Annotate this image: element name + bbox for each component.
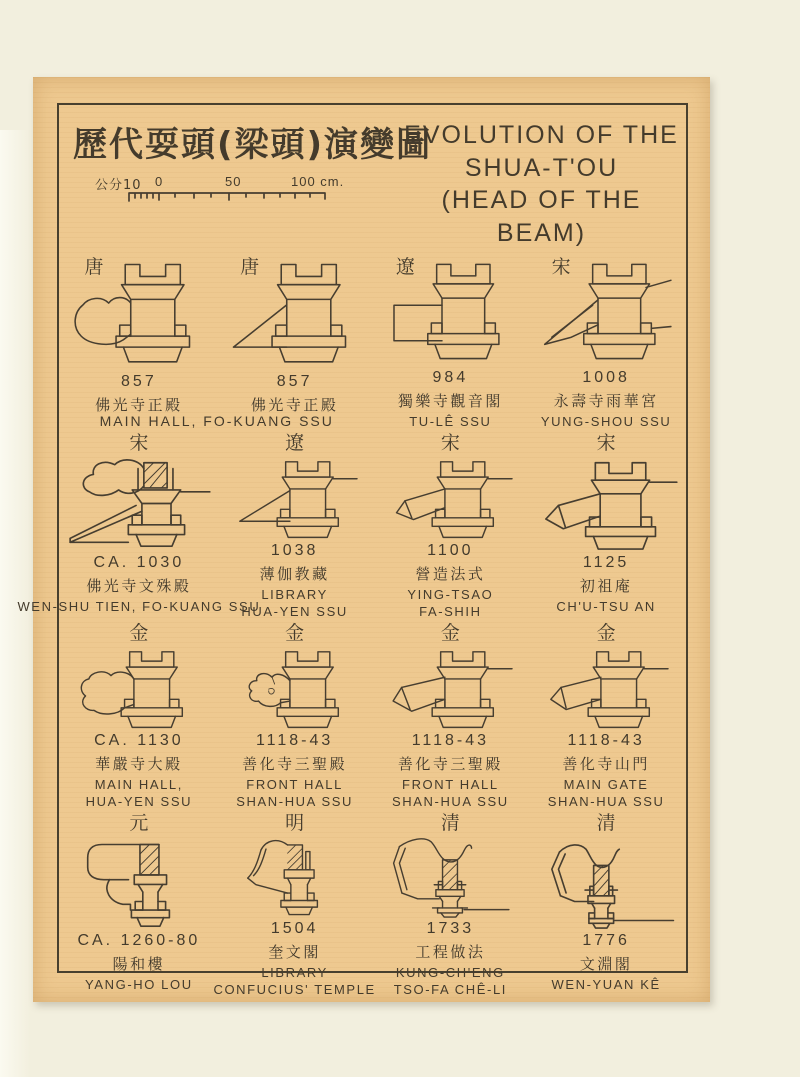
dynasty-label: 宋 <box>129 432 149 454</box>
beam-head-drawing <box>222 455 368 540</box>
dynasty-label: 金 <box>129 622 149 644</box>
figure-cell <box>217 621 373 811</box>
figure-name-zh: 佛光寺文殊殿 <box>86 577 192 595</box>
figure-name-zh: 營造法式 <box>415 564 486 583</box>
dynasty-label: 金 <box>596 622 616 644</box>
figure-name-zh: 薄伽教藏 <box>259 564 330 583</box>
beam-head-drawing <box>533 645 679 730</box>
shared-caption-fo-kuang: MAIN HALL, FO-KUANG SSU <box>99 413 334 429</box>
figure-cell <box>61 621 217 811</box>
plate-title-zh: 歷代耍頭(梁頭)演變圖 <box>73 125 433 165</box>
dynasty-label: 金 <box>440 622 460 644</box>
dynasty-label: 遼 <box>395 256 415 278</box>
beam-head-drawing <box>377 455 523 540</box>
figure-date: 857 <box>276 373 313 390</box>
dynasty-label: 元 <box>129 812 149 834</box>
title-en-line2: SHUA-T'OU <box>464 153 619 182</box>
figure-cell <box>528 621 684 811</box>
figure-cell <box>528 811 684 999</box>
beam-head-drawing <box>377 835 523 918</box>
figure-name-zh: 文淵閣 <box>579 955 633 973</box>
figure-name-en: LIBRARY HUA-YEN SSU <box>241 586 348 620</box>
figure-date: 1504 <box>270 919 319 937</box>
figure-date: 1733 <box>426 919 475 937</box>
figure-name-en: LIBRARY CONFUCIUS' TEMPLE <box>213 964 376 998</box>
figure-cell <box>217 431 373 621</box>
figure-cell <box>373 253 529 431</box>
figure-date: 1118-43 <box>255 731 334 749</box>
beam-head-drawing <box>66 645 212 730</box>
dynasty-label: 宋 <box>440 432 460 454</box>
beam-head-drawing <box>66 835 212 930</box>
figure-name-zh: 初祖庵 <box>579 577 633 595</box>
dynasty-label: 唐 <box>84 256 104 278</box>
dynasty-label: 清 <box>596 812 616 834</box>
figure-grid-row-4 <box>61 811 684 999</box>
plate-header <box>73 117 680 249</box>
dynasty-label: 宋 <box>596 432 616 454</box>
figure-date: 1038 <box>270 541 319 559</box>
figure-grid <box>17 253 684 999</box>
figure-cell <box>528 431 684 621</box>
figure-cell <box>528 253 684 431</box>
dynasty-label: 遼 <box>285 432 305 454</box>
beam-head-drawing <box>66 455 212 552</box>
scale-label-hundred: 100 cm. <box>291 174 345 189</box>
figure-grid-row-2 <box>17 431 684 621</box>
figure-name-zh: 善化寺三聖殿 <box>397 754 503 773</box>
beam-head-drawing <box>533 455 679 552</box>
figure-grid-row-1 <box>61 253 684 431</box>
dynasty-label: 清 <box>440 812 460 834</box>
figure-date: CA. 1030 <box>93 554 185 571</box>
figure-name-zh: 奎文閣 <box>268 942 321 961</box>
figure-name-en: FRONT HALL SHAN-HUA SSU <box>392 776 509 810</box>
figure-cell <box>217 253 373 431</box>
figure-name-en: WEN-YUAN KÊ <box>551 977 661 992</box>
figure-date: 1125 <box>582 554 630 571</box>
title-en-line1: EVOLUTION OF THE <box>404 121 679 149</box>
figure-date: 857 <box>121 373 157 390</box>
figure-cell <box>213 811 376 999</box>
figure-name-zh: 佛光寺正殿 <box>250 396 339 414</box>
dynasty-label: 明 <box>285 812 305 834</box>
figure-cell <box>61 811 217 999</box>
plate-title-en <box>403 119 680 249</box>
beam-head-drawing <box>377 645 523 730</box>
figure-cell <box>61 253 217 431</box>
figure-date: 1008 <box>582 369 630 387</box>
figure-name-zh: 工程做法 <box>415 942 486 961</box>
dynasty-label: 宋 <box>551 256 571 278</box>
figure-date: CA. 1260-80 <box>77 932 201 949</box>
dynasty-label: 金 <box>285 622 305 644</box>
title-en-line3: (HEAD OF THE BEAM) <box>441 186 642 247</box>
figure-name-zh: 佛光寺正殿 <box>95 396 183 414</box>
figure-cell <box>17 431 261 621</box>
dynasty-label: 唐 <box>240 256 260 278</box>
figure-date: 1776 <box>582 932 630 949</box>
figure-date: 1118-43 <box>411 731 490 749</box>
figure-date: 1118-43 <box>567 731 645 749</box>
scan-paper <box>17 77 710 1002</box>
figure-name-zh: 永壽寺雨華宮 <box>553 392 659 411</box>
scale-bar <box>95 174 345 208</box>
figure-name-en: MAIN GATE SHAN-HUA SSU <box>547 776 665 810</box>
plate-frame <box>17 103 688 998</box>
figure-date: CA. 1130 <box>94 731 184 749</box>
beam-head-drawing <box>222 645 368 730</box>
figure-name-en: CH'U-TSU AN <box>556 599 656 614</box>
beam-head-drawing <box>222 835 368 918</box>
figure-name-en: KUNG-CH'ENG TSO-FA CHÊ-LI <box>393 964 507 998</box>
figure-name-en: FRONT HALL SHAN-HUA SSU <box>236 776 353 810</box>
figure-name-en: WEN-SHU TIEN, FO-KUANG SSU <box>17 599 261 614</box>
header-left <box>73 117 433 249</box>
scale-label-fifty: 50 <box>225 174 242 189</box>
figure-cell <box>373 811 529 999</box>
figure-cell <box>373 431 529 621</box>
figure-name-zh: 善化寺山門 <box>562 754 650 773</box>
figure-date: 984 <box>432 369 469 387</box>
plate-content <box>17 105 686 998</box>
beam-head-drawing <box>533 835 679 930</box>
figure-grid-row-3 <box>61 621 684 811</box>
figure-name-en: YING-TSAO FA-SHIH <box>407 586 494 620</box>
figure-name-en: MAIN HALL, HUA-YEN SSU <box>85 776 193 810</box>
figure-name-zh: 獨樂寺觀音閣 <box>397 392 503 411</box>
figure-cell <box>373 621 529 811</box>
figure-name-zh: 善化寺三聖殿 <box>242 754 348 773</box>
figure-name-en: TU-LÊ SSU <box>409 414 492 430</box>
figure-date: 1100 <box>427 541 474 559</box>
figure-name-zh: 華嚴寺大殿 <box>95 754 183 773</box>
scale-label-zero: 0 <box>155 174 164 189</box>
scale-label-unit: 公分10 <box>95 178 142 193</box>
figure-name-zh: 陽和樓 <box>112 955 166 973</box>
figure-name-en: YUNG-SHOU SSU <box>540 414 672 430</box>
figure-name-en: YANG-HO LOU <box>85 977 193 992</box>
